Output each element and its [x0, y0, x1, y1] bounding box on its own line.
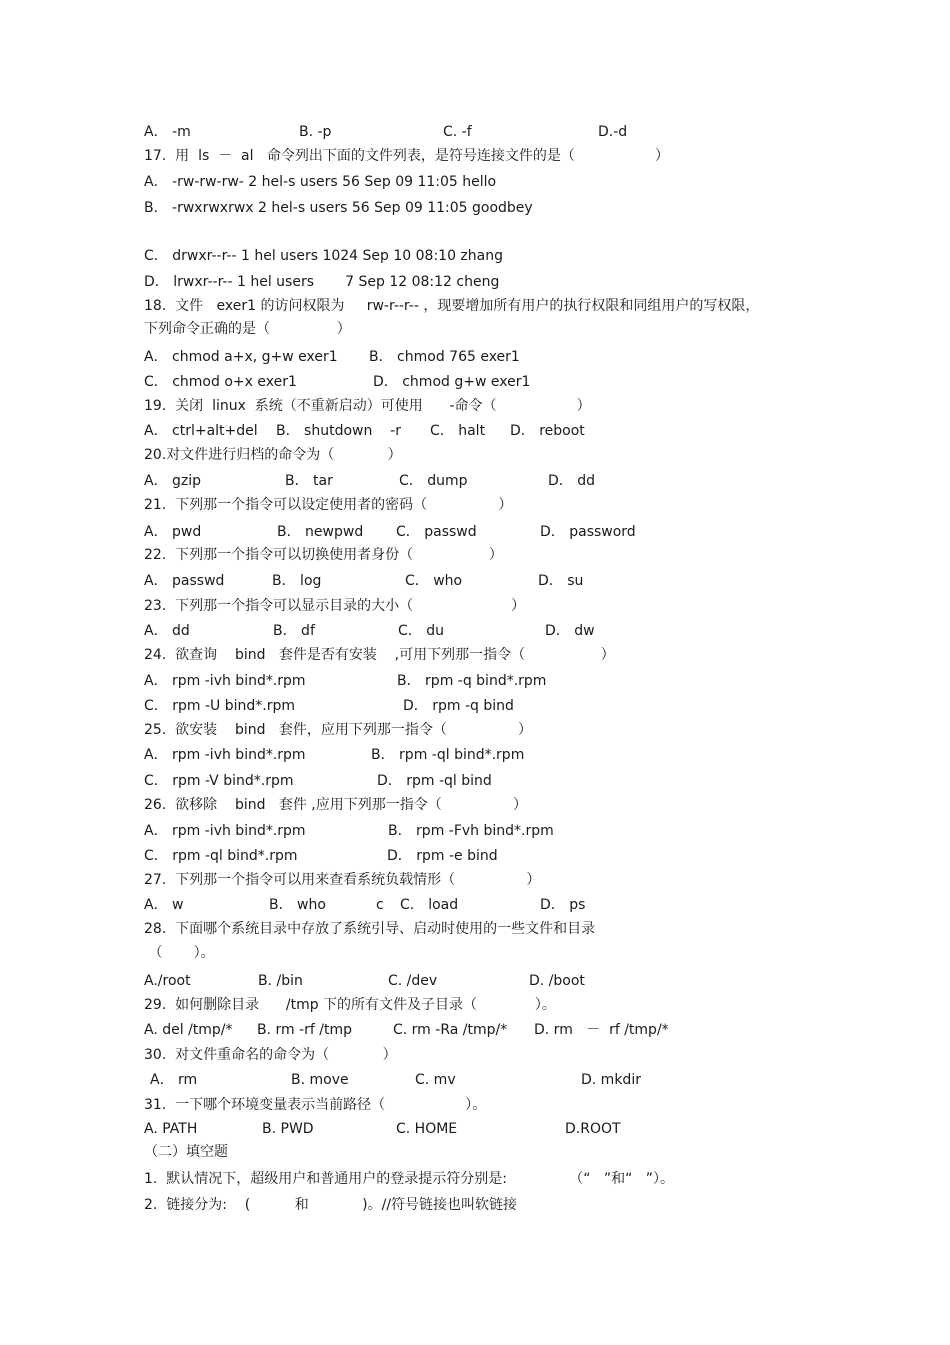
answer-option: C． passwd — [396, 524, 477, 540]
answer-option: C. mv — [415, 1072, 456, 1088]
text-line: 19. 关闭 linux 系统（不重新启动）可使用 -命令（ ） — [144, 398, 591, 414]
answer-option: B． who — [269, 897, 326, 913]
answer-option: D.-d — [598, 124, 628, 140]
answer-option: A． chmod a+x, g+w exer1 — [144, 349, 338, 365]
answer-option: B. -p — [299, 124, 332, 140]
answer-option: c — [376, 897, 384, 913]
text-line: 30. 对文件重命名的命令为（ ） — [144, 1047, 397, 1063]
answer-option: B． rpm -ql bind*.rpm — [371, 747, 525, 763]
answer-option: B． newpwd — [277, 524, 364, 540]
answer-option: D． dw — [545, 623, 595, 639]
answer-option: C． dump — [399, 473, 468, 489]
answer-option: A． dd — [144, 623, 190, 639]
answer-option: D． chmod g+w exer1 — [373, 374, 531, 390]
answer-option: C． load — [400, 897, 459, 913]
answer-option: C． halt — [430, 423, 486, 439]
answer-option: B. rm -rf /tmp — [257, 1022, 353, 1038]
answer-option: D. /boot — [529, 973, 585, 989]
text-line: 20.对文件进行归档的命令为（ ） — [144, 447, 402, 463]
text-line: 下列命令正确的是（ ） — [144, 321, 351, 337]
text-line: 27. 下列那一个指令可以用来查看系统负载情形（ ） — [144, 872, 541, 888]
answer-option: A． rpm -ivh bind*.rpm — [144, 673, 306, 689]
text-line: 18. 文件 exer1 的访问权限为 rw-r--r-- ，现要增加所有用户的执行权限和同组用户的写权限， — [144, 298, 760, 314]
text-line: 28. 下面哪个系统目录中存放了系统引导、启动时使用的一些文件和目录 — [144, 921, 596, 937]
text-line: B． -rwxrwxrwx 2 hel-s users 56 Sep 09 11:05 goodbey — [144, 200, 533, 216]
answer-option: B． df — [273, 623, 315, 639]
answer-option: C． rpm -U bind*.rpm — [144, 698, 295, 714]
text-line: 26. 欲移除 bind 套件 ,应用下列那一指令（ ） — [144, 797, 527, 813]
answer-option: A./root — [144, 973, 191, 989]
answer-option: D． rpm -e bind — [387, 848, 498, 864]
answer-option: D． rpm -q bind — [403, 698, 514, 714]
text-line: 21. 下列那一个指令可以设定使用者的密码（ ） — [144, 497, 513, 513]
answer-option: B． tar — [285, 473, 333, 489]
answer-option: A． -m — [144, 124, 191, 140]
text-line: （二）填空题 — [144, 1144, 228, 1160]
answer-option: D． ps — [540, 897, 586, 913]
text-line: 29. 如何删除目录 /tmp 下的所有文件及子目录（ ）。 — [144, 997, 556, 1013]
text-line: 24. 欲查询 bind 套件是否有安装 ,可用下列那一指令（ ） — [144, 647, 615, 663]
answer-option: D. rm － rf /tmp/* — [534, 1022, 669, 1038]
text-line: 22. 下列那一个指令可以切换使用者身份（ ） — [144, 547, 503, 563]
answer-option: C． chmod o+x exer1 — [144, 374, 297, 390]
answer-option: B． log — [272, 573, 322, 589]
answer-option: D． su — [538, 573, 584, 589]
answer-option: B． shutdown -r — [276, 423, 401, 439]
answer-option: A． ctrl+alt+del — [144, 423, 258, 439]
answer-option: A． pwd — [144, 524, 202, 540]
answer-option: B． rpm -Fvh bind*.rpm — [388, 823, 554, 839]
answer-option: C． who — [405, 573, 463, 589]
answer-option: D． dd — [548, 473, 596, 489]
answer-option: A． passwd — [144, 573, 225, 589]
answer-option: B. move — [291, 1072, 349, 1088]
answer-option: D． password — [540, 524, 636, 540]
text-line: D． lrwxr--r-- 1 hel users 7 Sep 12 08:12 cheng — [144, 274, 500, 290]
text-line: 23. 下列那一个指令可以显示目录的大小（ ） — [144, 598, 526, 614]
answer-option: D.ROOT — [565, 1121, 621, 1137]
answer-option: C. /dev — [388, 973, 438, 989]
answer-option: A． rpm -ivh bind*.rpm — [144, 823, 306, 839]
answer-option: B. PWD — [262, 1121, 314, 1137]
text-line: 17. 用 ls － al 命令列出下面的文件列表，是符号连接文件的是（ ） — [144, 148, 669, 164]
answer-option: D. mkdir — [581, 1072, 641, 1088]
answer-option: C. HOME — [396, 1121, 458, 1137]
answer-option: C. -f — [443, 124, 472, 140]
answer-option: A. del /tmp/* — [144, 1022, 233, 1038]
answer-option: C． rpm -V bind*.rpm — [144, 773, 294, 789]
answer-option: A. PATH — [144, 1121, 198, 1137]
answer-option: A． w — [144, 897, 184, 913]
text-line: （ ）。 — [144, 945, 215, 961]
answer-option: A． gzip — [144, 473, 202, 489]
answer-option: C. rm -Ra /tmp/* — [393, 1022, 508, 1038]
answer-option: A． rm — [150, 1072, 198, 1088]
answer-option: B． chmod 765 exer1 — [369, 349, 520, 365]
text-line: 1. 默认情况下，超级用户和普通用户的登录提示符分别是: （“ ”和“ ”）。 — [144, 1171, 674, 1187]
text-line: C． drwxr--r-- 1 hel users 1024 Sep 10 08:10 zhang — [144, 248, 503, 264]
answer-option: D． reboot — [510, 423, 585, 439]
answer-option: C． du — [398, 623, 444, 639]
answer-option: B. /bin — [258, 973, 303, 989]
text-line: 2. 链接分为: ( 和 )。//符号链接也叫软链接 — [144, 1197, 518, 1213]
answer-option: A． rpm -ivh bind*.rpm — [144, 747, 306, 763]
text-line: 31. 一下哪个环境变量表示当前路径（ ）。 — [144, 1097, 487, 1113]
text-line: 25. 欲安装 bind 套件，应用下列那一指令（ ） — [144, 722, 533, 738]
answer-option: B． rpm -q bind*.rpm — [397, 673, 547, 689]
answer-option: D． rpm -ql bind — [377, 773, 492, 789]
text-line: A． -rw-rw-rw- 2 hel-s users 56 Sep 09 11:05 hello — [144, 174, 497, 190]
answer-option: C． rpm -ql bind*.rpm — [144, 848, 298, 864]
